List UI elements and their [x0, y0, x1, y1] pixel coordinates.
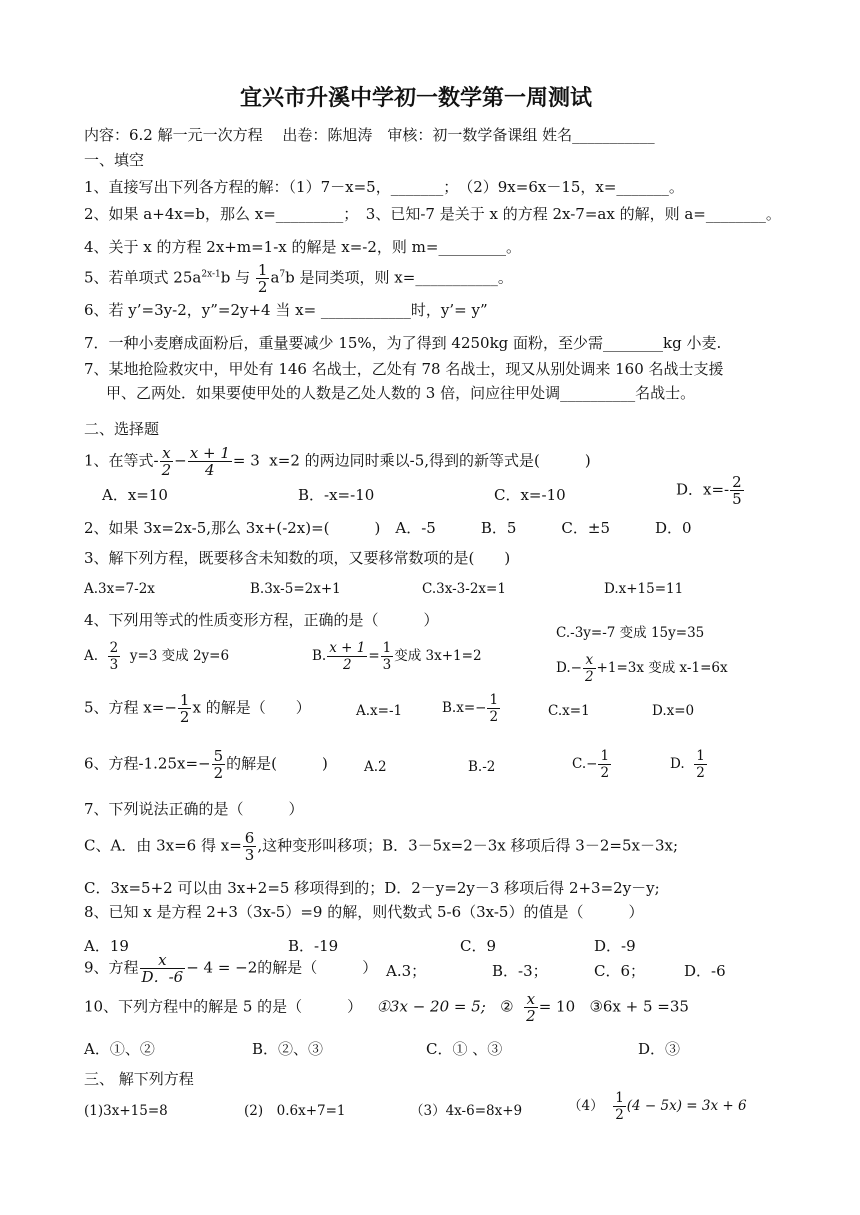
q6: 6、若 y’=3y-2，y”=2y+4 当 x= ____________时，y’= y”: [84, 301, 488, 319]
c10-opt-d: D．③: [638, 1040, 681, 1058]
c10-opt-a: A．①、②: [84, 1040, 155, 1058]
c3-opt-c: C.3x-3-2x=1: [422, 581, 506, 597]
c3-opt-a: A.3x=7-2x: [84, 581, 155, 597]
c2: 2、如果 3x=2x-5,那么 3x+(-2x)=( ) A．-5 B．5 C．±5 D．0: [84, 519, 692, 537]
c9-opt-c: C．6；: [594, 962, 646, 980]
section-choice: 二、选择题: [84, 420, 160, 438]
c1-opt-d: D．x=- $\frac{2}{5}$: [676, 473, 742, 508]
c1-opt-b: B．-x=-10: [298, 486, 375, 504]
section-solve: 三、 解下列方程: [84, 1070, 194, 1088]
c1-opt-c: C．x=-10: [494, 486, 566, 504]
q1: 1、直接写出下列各方程的解：（1）7－x=5，_______； （2）9x=6x－15，x=_______。: [84, 178, 684, 196]
c3-opt-d: D.x+15=11: [604, 581, 684, 597]
c8: 8、已知 x 是方程 2+3（3x-5）=9 的解，则代数式 5-6（3x-5）的值是（ ）: [84, 903, 644, 921]
solve-3: （3）4x-6=8x+9: [410, 1103, 523, 1119]
c1-opt-a: A．x=10: [102, 486, 168, 504]
q5: 5、若单项式 $25a^{2x-1}b$ 与 $\frac{1}{2}$ $a^7b$ 是同类项，则 x=___________。: [84, 261, 513, 296]
c4: 4、下列用等式的性质变形方程，正确的是（ ）: [84, 611, 439, 629]
c6-opt-c: C.− $\frac{1}{2}$: [572, 748, 610, 781]
q2: 2、如果 a+4x=b，那么 x=_________； 3、已知-7 是关于 x 的方程 2x-7=ax 的解，则 a=________。: [84, 205, 781, 223]
solve-1: (1)3x+15=8: [84, 1103, 168, 1119]
c4-opt-d: D.− $\frac{x}{2}$ +1=3x 变成 x-1=6x: [556, 652, 728, 685]
q7b-line1: 7、某地抢险救灾中，甲处有 146 名战士，乙处有 78 名战士，现又从别处调来 160 名战士支援: [84, 360, 724, 378]
c10-opt-c: C．① 、③: [426, 1040, 503, 1058]
section-fill: 一、填空: [84, 151, 145, 169]
c5-opt-c: C.x=1: [548, 703, 590, 719]
c5: 5、方程 x=− $\frac{1}{2}$ x 的解是（ ）: [84, 691, 311, 726]
c3: 3、解下列方程，既要移含未知数的项，又要移常数项的是( ): [84, 549, 511, 567]
q7b-line2: 甲、乙两处．如果要使甲处的人数是乙处人数的 3 倍，问应往甲处调__________名战士。: [106, 384, 696, 402]
meta-line: 内容：6.2 解一元一次方程 出卷：陈旭涛 审核：初一数学备课组 姓名___________: [84, 126, 655, 144]
c5-opt-b: B.x=− $\frac{1}{2}$: [442, 692, 499, 725]
c1: 1、在等式- $\frac{x}{2}$ − $\frac{x + 1}{4}$ = 3 x=2 的两边同时乘以-5,得到的新等式是( ): [84, 444, 591, 479]
page-title: 宜兴市升溪中学初一数学第一周测试: [240, 86, 593, 111]
c9: 9、方程 $\frac{x}{D.-6}$ − 4 = −2的解是（ ）: [84, 951, 378, 986]
c6: 6、方程-1.25x=− $\frac{5}{2}$ 的解是( ): [84, 747, 328, 782]
solve-2: (2) 0.6x+7=1: [244, 1103, 346, 1119]
c5-opt-a: A.x=-1: [356, 703, 403, 719]
c9-opt-d: D．-6: [684, 962, 726, 980]
c7-line2: C．3x=5+2 可以由 3x+2=5 移项得到的；D．2－y=2y－3 移项后得 2+3=2y－y;: [84, 879, 660, 897]
q4: 4、关于 x 的方程 2x+m=1-x 的解是 x=-2，则 m=_________。: [84, 238, 521, 256]
c4-opt-a: A. $\frac{2}{3}$ y=3 变成 2y=6: [84, 640, 230, 673]
c6-opt-b: B.-2: [468, 759, 496, 775]
c8-opt-a: A．19: [84, 937, 129, 955]
c4-opt-b: B. $\frac{x + 1}{2}$ = $\frac{1}{3}$ 变成 3x+1=2: [312, 640, 482, 673]
c6-opt-d: D. $\frac{1}{2}$: [670, 748, 705, 781]
c10-opt-b: B．②、③: [252, 1040, 324, 1058]
q7: 7．一种小麦磨成面粉后，重量要减少 15%，为了得到 4250kg 面粉，至少需________kg 小麦.: [84, 334, 722, 352]
solve-4: （4） $\frac{1}{2}$ (4 − 5x) = 3x + 6: [568, 1090, 747, 1123]
c8-opt-b: B．-19: [288, 937, 339, 955]
c8-opt-c: C．9: [460, 937, 497, 955]
c3-opt-b: B.3x-5=2x+1: [250, 581, 341, 597]
c9-opt-b: B．-3；: [492, 962, 548, 980]
c7: 7、下列说法正确的是（ ）: [84, 800, 304, 818]
c7-line1: C、A．由 3x=6 得 x= $\frac{6}{3}$ ,这种变形叫移项；B．3－5x=2－3x 移项后得 3－2=5x－3x;: [84, 829, 679, 864]
c4-opt-c: C.-3y=-7 变成 15y=35: [556, 625, 705, 641]
c8-opt-d: D．-9: [594, 937, 636, 955]
c5-opt-d: D.x=0: [652, 703, 695, 719]
c10: 10、下列方程中的解是 5 的是（ ） ①3x − 20 = 5; ② $\frac{x}{2}$ = 10 ③6x + 5 =35: [84, 990, 689, 1025]
c9-opt-a: A.3；: [386, 962, 427, 980]
c6-opt-a: A.2: [364, 759, 387, 775]
